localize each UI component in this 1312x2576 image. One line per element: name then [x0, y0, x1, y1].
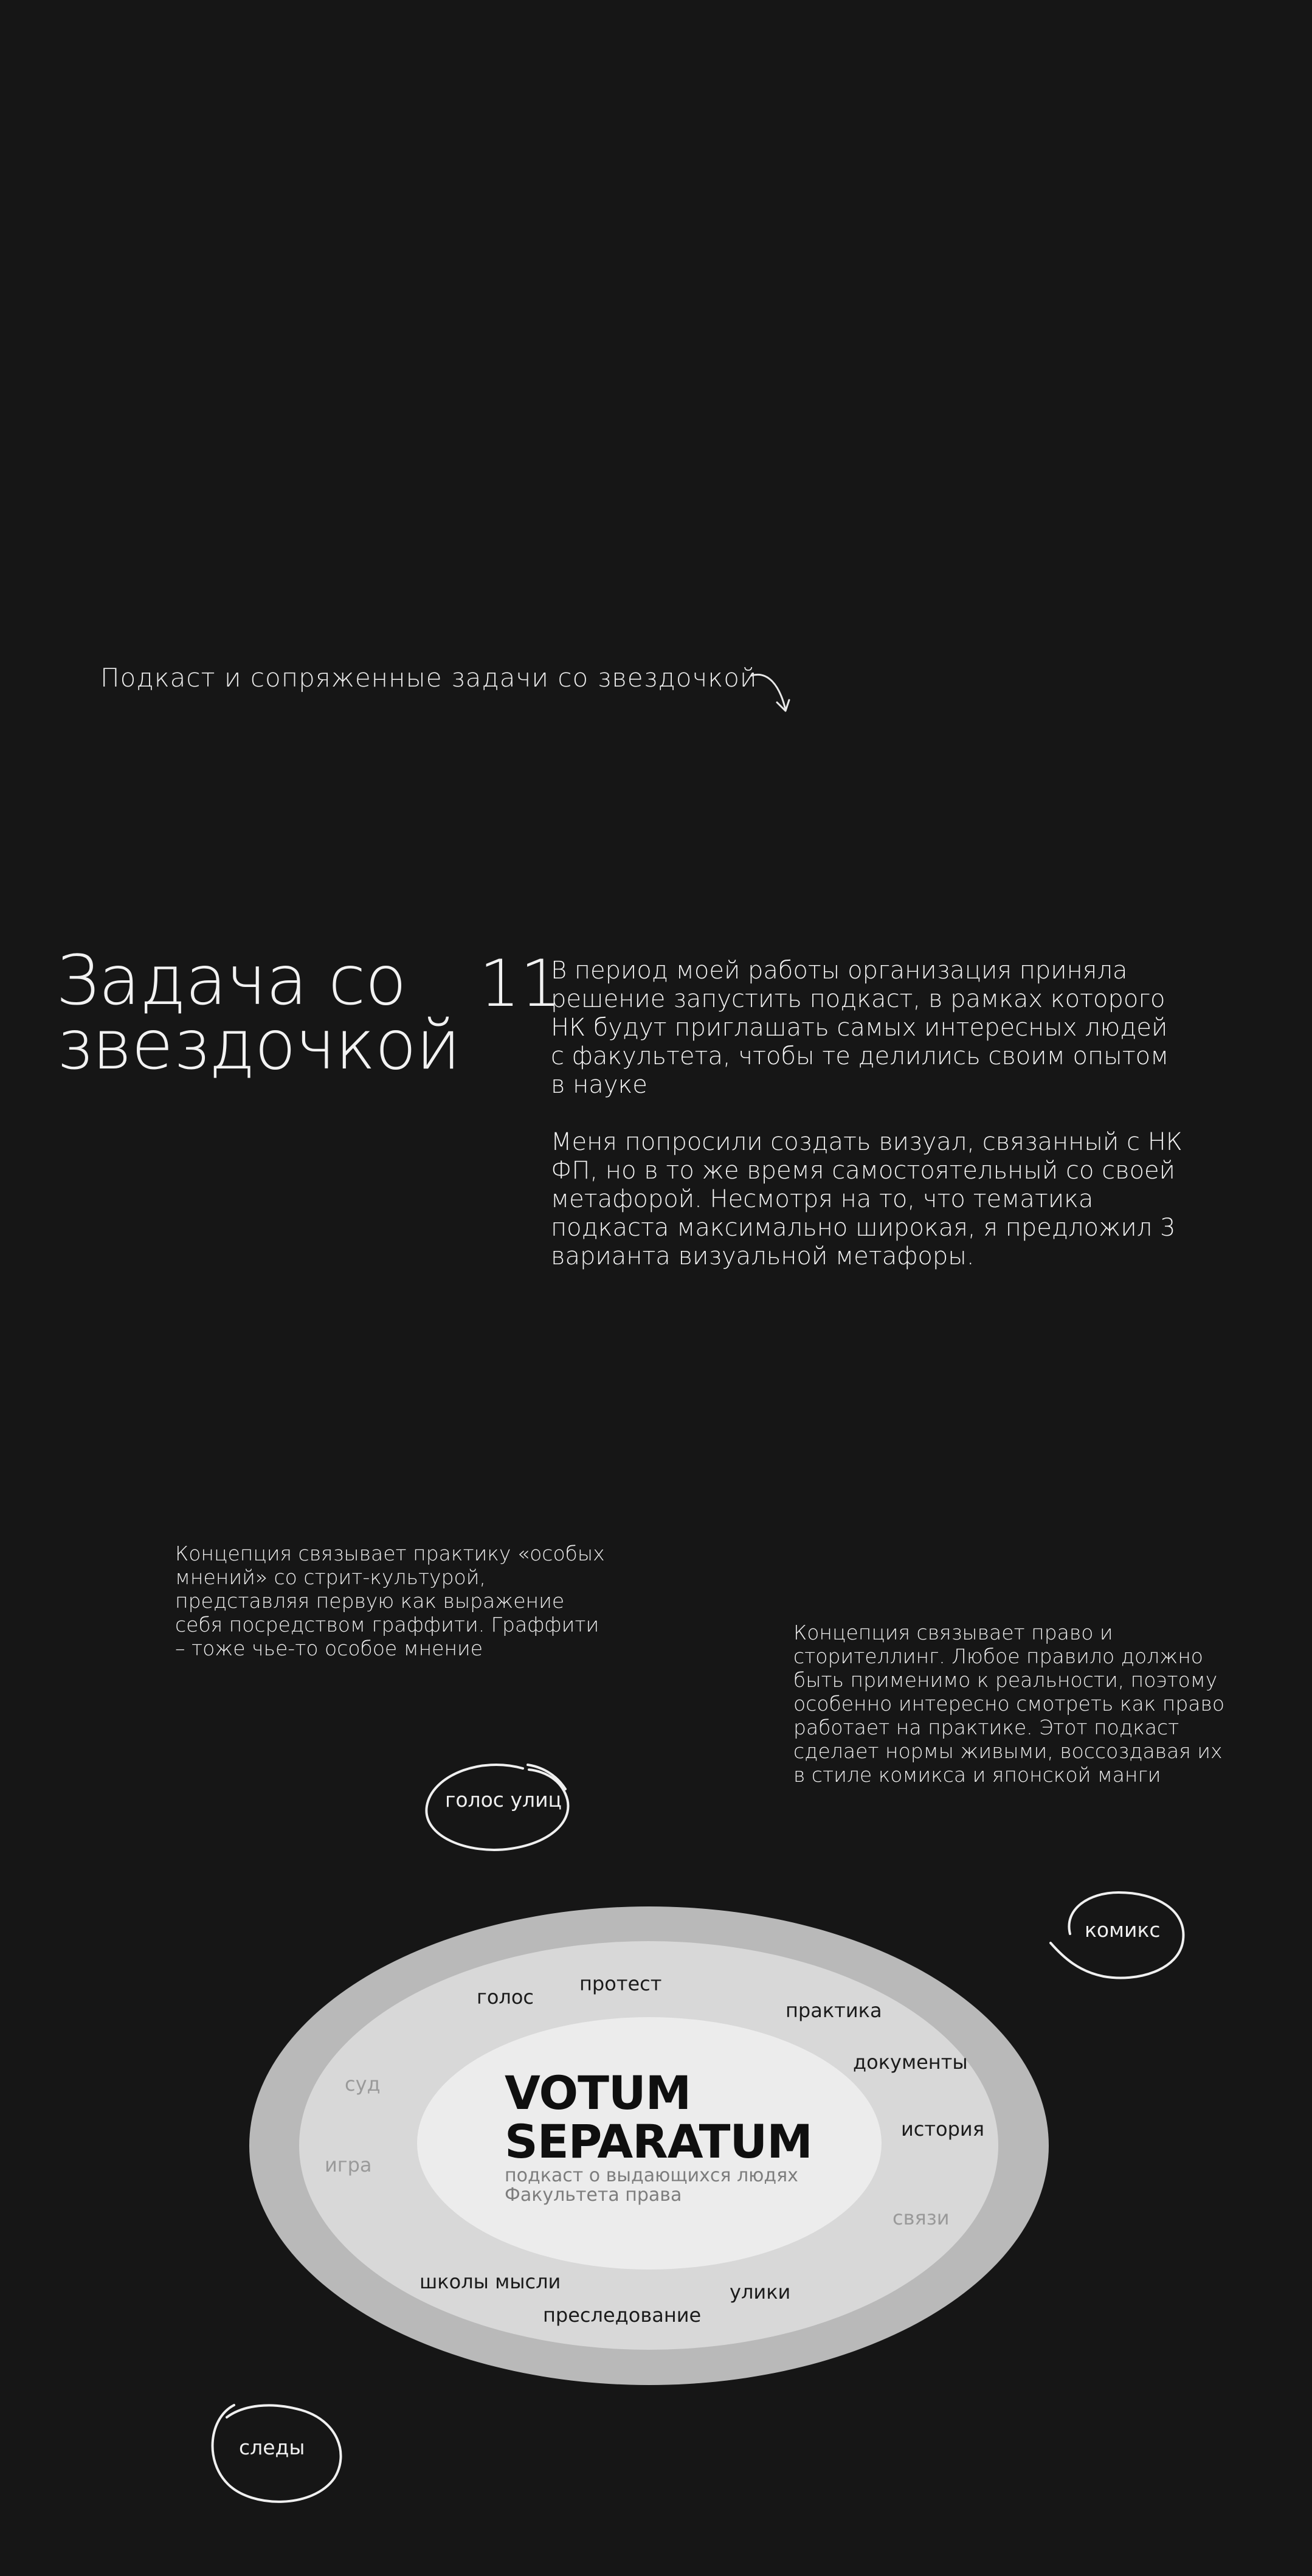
tag-voice-of-streets — [413, 1751, 584, 1858]
logo-title-line-2: SEPARATUM — [505, 2114, 812, 2169]
word-sud: суд — [345, 2072, 381, 2096]
word-praktika: практика — [785, 1999, 882, 2022]
tag-comics-label: комикс — [1085, 1918, 1161, 1942]
podcast-logo-subtitle — [505, 2166, 798, 2205]
word-shkoly-mysli: школы мысли — [419, 2270, 561, 2293]
word-igra: игра — [325, 2153, 372, 2176]
concept-comics-note: Концепция связывает право и сторителлинг. Любое правило должно быть применимо к реальности, поэтому особенно интересно смотреть как право работает на практике. Этот подкаст сделает нормы живыми, воссоздавая их в стиле комикса и японской манги — [793, 1621, 1225, 1787]
heading-line-1: Задача со — [56, 941, 406, 1020]
section-heading — [56, 941, 460, 1085]
logo-subtitle-line-2: Факультета права — [505, 2184, 682, 2206]
logo-title-line-1: VOTUM — [505, 2066, 691, 2120]
heading-line-2: звездочкой — [56, 1006, 460, 1085]
tag-traces — [198, 2393, 350, 2512]
section-number: 11 — [479, 946, 561, 1021]
tag-comics — [1046, 1885, 1192, 1986]
task-paragraph-1: В период моей работы организация приняла решение запустить подкаст, в рамках которого НК будут приглашать самых интересных людей с факультета, чтобы те делились своим опытом в науке — [551, 957, 1169, 1099]
tag-traces-label: следы — [239, 2436, 305, 2459]
podcast-logo-title — [505, 2066, 812, 2169]
word-svyazi: связи — [893, 2206, 950, 2229]
word-dokumenty: документы — [853, 2051, 968, 2074]
word-uliki: улики — [730, 2280, 791, 2304]
tag-voice-of-streets-label: голос улиц — [445, 1788, 562, 1812]
word-golos: голос — [477, 1986, 534, 2009]
word-protest: протест — [579, 1972, 662, 1995]
word-istoriya: история — [901, 2117, 984, 2141]
section-intro-text: Подкаст и сопряженные задачи со звездочкой — [100, 663, 758, 693]
task-paragraph-2: Меня попросили создать визуал, связанный с НК ФП, но в то же время самостоятельный со своей метафорой. Несмотря на то, что тематика подкаста максимально широкая, я предложил 3 варианта визуальной метафоры. — [551, 1128, 1183, 1270]
word-presledovanie: преследование — [543, 2304, 702, 2327]
arrow-down-icon — [749, 666, 798, 721]
concept-graffiti-note: Концепция связывает практику «особых мнений» со стрит-культурой, представляя первую как выражение себя посредством граффити. Граффити – тоже чье-то особое мнение — [175, 1542, 605, 1660]
logo-subtitle-line-1: подкаст о выдающихся людях — [505, 2165, 798, 2186]
